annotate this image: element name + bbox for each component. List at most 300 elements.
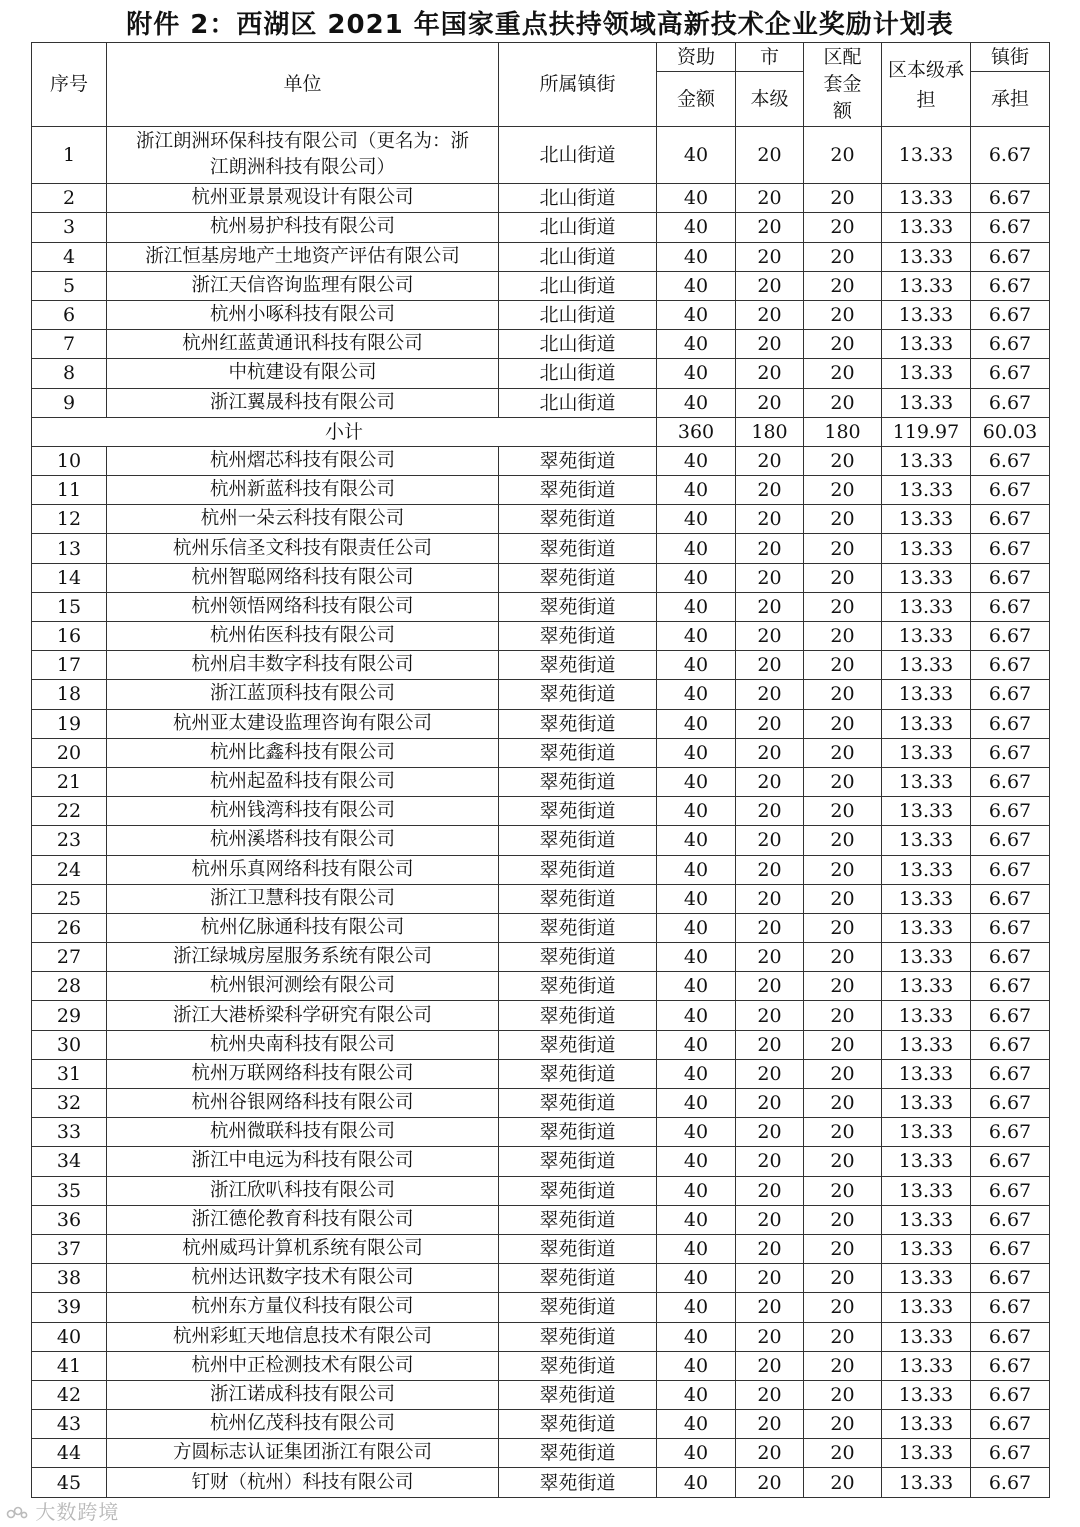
row-match: 20 [804,884,882,913]
table-row [32,1293,1050,1322]
row-district: 13.33 [882,972,971,1001]
row-town: 6.67 [971,184,1050,213]
table-row [32,680,1050,709]
row-match: 20 [804,1439,882,1468]
table-row [32,1001,1050,1030]
row-unit: 杭州一朵云科技有限公司 [107,505,499,534]
row-seq: 30 [32,1030,107,1059]
row-district: 13.33 [882,1030,971,1059]
row-match: 20 [804,359,882,388]
row-seq: 40 [32,1322,107,1351]
table-row [32,1147,1050,1176]
row-town: 6.67 [971,709,1050,738]
row-city: 20 [736,1147,804,1176]
table-row [32,213,1050,242]
row-seq: 38 [32,1264,107,1293]
row-town: 6.67 [971,622,1050,651]
row-city: 20 [736,709,804,738]
row-city: 20 [736,563,804,592]
row-match: 20 [804,476,882,505]
row-grant: 40 [657,913,736,942]
row-unit: 浙江卫慧科技有限公司 [107,884,499,913]
row-match: 20 [804,330,882,359]
row-grant: 40 [657,127,736,184]
row-district: 13.33 [882,1234,971,1263]
row-town: 6.67 [971,767,1050,796]
row-district: 13.33 [882,1410,971,1439]
row-street: 翠苑街道 [499,826,657,855]
row-city: 20 [736,1030,804,1059]
row-grant: 40 [657,242,736,271]
row-town: 6.67 [971,943,1050,972]
row-unit: 杭州央南科技有限公司 [107,1030,499,1059]
row-match: 20 [804,1410,882,1439]
row-seq: 2 [32,184,107,213]
row-seq: 23 [32,826,107,855]
row-street: 翠苑街道 [499,1468,657,1497]
row-seq: 13 [32,534,107,563]
row-seq: 34 [32,1147,107,1176]
row-unit: 杭州智聪网络科技有限公司 [107,563,499,592]
table-row [32,184,1050,213]
row-town: 6.67 [971,1176,1050,1205]
row-match: 20 [804,1118,882,1147]
row-town: 6.67 [971,1030,1050,1059]
row-match: 20 [804,826,882,855]
row-city: 20 [736,330,804,359]
row-unit: 杭州乐信圣文科技有限责任公司 [107,534,499,563]
row-grant: 40 [657,505,736,534]
row-town: 6.67 [971,1410,1050,1439]
row-seq: 12 [32,505,107,534]
watermark-text: 大数跨境 [35,1500,120,1524]
row-city: 20 [736,1351,804,1380]
row-town: 6.67 [971,1264,1050,1293]
row-town: 6.67 [971,1351,1050,1380]
table-row [32,1322,1050,1351]
row-district: 13.33 [882,127,971,184]
table-row [32,943,1050,972]
row-match: 20 [804,534,882,563]
row-unit: 杭州威玛计算机系统有限公司 [107,1234,499,1263]
row-street: 翠苑街道 [499,1293,657,1322]
table-row [32,826,1050,855]
row-street: 翠苑街道 [499,1030,657,1059]
row-street: 翠苑街道 [499,1410,657,1439]
row-unit: 杭州达讯数字技术有限公司 [107,1264,499,1293]
row-district: 13.33 [882,943,971,972]
watermark [6,1496,119,1525]
table-row [32,1468,1050,1497]
row-grant: 40 [657,534,736,563]
row-seq: 21 [32,767,107,796]
row-street: 翠苑街道 [499,709,657,738]
row-match: 20 [804,651,882,680]
row-city: 20 [736,884,804,913]
row-district: 13.33 [882,592,971,621]
row-town: 6.67 [971,680,1050,709]
row-grant: 40 [657,767,736,796]
table-row [32,651,1050,680]
row-street: 北山街道 [499,184,657,213]
table-body-beishan [32,127,1050,418]
table-row [32,1030,1050,1059]
row-grant: 40 [657,943,736,972]
table-row [32,271,1050,300]
row-district: 13.33 [882,1001,971,1030]
row-seq: 26 [32,913,107,942]
row-street: 翠苑街道 [499,446,657,475]
row-match: 20 [804,1147,882,1176]
row-district: 13.33 [882,388,971,417]
row-seq: 7 [32,330,107,359]
row-street: 北山街道 [499,213,657,242]
table-row [32,505,1050,534]
row-seq: 1 [32,127,107,184]
table-row [32,738,1050,767]
row-town: 6.67 [971,446,1050,475]
row-city: 20 [736,184,804,213]
row-seq: 20 [32,738,107,767]
row-match: 20 [804,855,882,884]
table-row [32,1380,1050,1409]
row-street: 翠苑街道 [499,1351,657,1380]
row-district: 13.33 [882,1059,971,1088]
row-seq: 10 [32,446,107,475]
row-city: 20 [736,1001,804,1030]
row-grant: 40 [657,972,736,1001]
row-unit: 杭州领悟网络科技有限公司 [107,592,499,621]
row-town: 6.67 [971,1001,1050,1030]
subtotal-match: 180 [804,417,882,446]
row-town: 6.67 [971,592,1050,621]
row-unit: 杭州微联科技有限公司 [107,1118,499,1147]
row-grant: 40 [657,330,736,359]
row-unit: 杭州亚景景观设计有限公司 [107,184,499,213]
row-unit: 浙江大港桥梁科学研究有限公司 [107,1001,499,1030]
row-city: 20 [736,300,804,329]
row-match: 20 [804,1030,882,1059]
row-unit: 杭州彩虹天地信息技术有限公司 [107,1322,499,1351]
header-district-own-text: 区本级承担 [887,58,964,111]
row-unit: 浙江中电远为科技有限公司 [107,1147,499,1176]
row-district: 13.33 [882,1147,971,1176]
row-unit: 中杭建设有限公司 [107,359,499,388]
row-city: 20 [736,1322,804,1351]
row-district: 13.33 [882,1089,971,1118]
table-row [32,300,1050,329]
row-match: 20 [804,1001,882,1030]
row-town: 6.67 [971,855,1050,884]
header-street: 所属镇街 [499,43,657,127]
row-unit: 浙江绿城房屋服务系统有限公司 [107,943,499,972]
row-town: 6.67 [971,271,1050,300]
row-seq: 18 [32,680,107,709]
row-city: 20 [736,359,804,388]
header-town-bottom: 承担 [971,72,1050,127]
row-district: 13.33 [882,1176,971,1205]
row-city: 20 [736,592,804,621]
row-city: 20 [736,1293,804,1322]
row-unit: 杭州红蓝黄通讯科技有限公司 [107,330,499,359]
row-street: 翠苑街道 [499,913,657,942]
row-city: 20 [736,913,804,942]
row-match: 20 [804,446,882,475]
row-seq: 17 [32,651,107,680]
row-district: 13.33 [882,534,971,563]
row-district: 13.33 [882,651,971,680]
header-seq: 序号 [32,43,107,127]
row-district: 13.33 [882,213,971,242]
table-row [32,1264,1050,1293]
row-street: 翠苑街道 [499,534,657,563]
row-street: 翠苑街道 [499,476,657,505]
header-grant-bottom: 金额 [657,72,736,127]
table-row [32,1234,1050,1263]
row-district: 13.33 [882,1439,971,1468]
subtotal-label: 小计 [32,417,657,446]
row-seq: 45 [32,1468,107,1497]
table-row [32,534,1050,563]
row-grant: 40 [657,1380,736,1409]
row-unit: 杭州启丰数字科技有限公司 [107,651,499,680]
row-grant: 40 [657,213,736,242]
row-match: 20 [804,388,882,417]
row-grant: 40 [657,1089,736,1118]
row-match: 20 [804,1264,882,1293]
row-town: 6.67 [971,913,1050,942]
row-town: 6.67 [971,826,1050,855]
row-district: 13.33 [882,359,971,388]
row-match: 20 [804,184,882,213]
row-town: 6.67 [971,1118,1050,1147]
table-row [32,242,1050,271]
row-district: 13.33 [882,1380,971,1409]
row-district: 13.33 [882,767,971,796]
row-seq: 42 [32,1380,107,1409]
row-match: 20 [804,1380,882,1409]
row-district: 13.33 [882,271,971,300]
row-seq: 8 [32,359,107,388]
table-row [32,884,1050,913]
row-seq: 28 [32,972,107,1001]
row-town: 6.67 [971,797,1050,826]
row-street: 翠苑街道 [499,592,657,621]
header-district-match [804,43,882,127]
row-street: 翠苑街道 [499,1234,657,1263]
row-city: 20 [736,680,804,709]
row-district: 13.33 [882,1264,971,1293]
row-city: 20 [736,446,804,475]
row-city: 20 [736,242,804,271]
row-seq: 9 [32,388,107,417]
row-town: 6.67 [971,1380,1050,1409]
row-city: 20 [736,1118,804,1147]
row-town: 6.67 [971,884,1050,913]
row-unit: 浙江恒基房地产土地资产评估有限公司 [107,242,499,271]
row-street: 北山街道 [499,271,657,300]
row-street: 翠苑街道 [499,767,657,796]
row-grant: 40 [657,184,736,213]
row-seq: 19 [32,709,107,738]
row-seq: 43 [32,1410,107,1439]
header-city-top: 市 [736,43,804,72]
row-district: 13.33 [882,242,971,271]
row-unit: 杭州东方量仪科技有限公司 [107,1293,499,1322]
row-unit: 杭州乐真网络科技有限公司 [107,855,499,884]
row-match: 20 [804,300,882,329]
row-seq: 24 [32,855,107,884]
row-town: 6.67 [971,534,1050,563]
row-district: 13.33 [882,300,971,329]
row-seq: 27 [32,943,107,972]
row-street: 北山街道 [499,330,657,359]
row-city: 20 [736,127,804,184]
row-match: 20 [804,1322,882,1351]
row-match: 20 [804,213,882,242]
row-city: 20 [736,213,804,242]
row-city: 20 [736,476,804,505]
row-seq: 31 [32,1059,107,1088]
row-street: 翠苑街道 [499,1059,657,1088]
row-city: 20 [736,651,804,680]
row-street: 翠苑街道 [499,943,657,972]
row-city: 20 [736,1089,804,1118]
row-grant: 40 [657,1176,736,1205]
subtotal-section [32,417,1050,446]
table-row [32,1118,1050,1147]
row-grant: 40 [657,1439,736,1468]
row-district: 13.33 [882,1205,971,1234]
header-city-bottom: 本级 [736,72,804,127]
row-match: 20 [804,592,882,621]
row-street: 北山街道 [499,388,657,417]
row-match: 20 [804,1293,882,1322]
header-district-match-text: 区配套金额 [823,46,862,123]
subtotal-row [32,417,1050,446]
row-unit: 浙江朗洲环保科技有限公司（更名为：浙江朗洲科技有限公司） [107,127,499,184]
row-town: 6.67 [971,1059,1050,1088]
header-unit: 单位 [107,43,499,127]
row-seq: 44 [32,1439,107,1468]
row-unit: 浙江蓝顶科技有限公司 [107,680,499,709]
table-row [32,622,1050,651]
row-district: 13.33 [882,330,971,359]
table-row [32,1351,1050,1380]
row-grant: 40 [657,1322,736,1351]
row-grant: 40 [657,651,736,680]
row-match: 20 [804,1205,882,1234]
row-seq: 3 [32,213,107,242]
row-grant: 40 [657,884,736,913]
row-seq: 25 [32,884,107,913]
row-seq: 39 [32,1293,107,1322]
row-town: 6.67 [971,1293,1050,1322]
row-city: 20 [736,1380,804,1409]
row-grant: 40 [657,738,736,767]
row-grant: 40 [657,1410,736,1439]
row-street: 翠苑街道 [499,738,657,767]
row-unit: 浙江德伦教育科技有限公司 [107,1205,499,1234]
row-unit: 杭州谷银网络科技有限公司 [107,1089,499,1118]
row-city: 20 [736,1410,804,1439]
row-seq: 36 [32,1205,107,1234]
table-row [32,855,1050,884]
row-district: 13.33 [882,476,971,505]
row-match: 20 [804,622,882,651]
row-street: 翠苑街道 [499,1001,657,1030]
row-street: 北山街道 [499,242,657,271]
row-unit: 钉财（杭州）科技有限公司 [107,1468,499,1497]
row-unit: 杭州亚太建设监理咨询有限公司 [107,709,499,738]
row-street: 翠苑街道 [499,505,657,534]
row-street: 翠苑街道 [499,797,657,826]
row-grant: 40 [657,1059,736,1088]
row-unit: 杭州溪塔科技有限公司 [107,826,499,855]
row-street: 翠苑街道 [499,651,657,680]
row-city: 20 [736,271,804,300]
row-street: 翠苑街道 [499,1205,657,1234]
row-district: 13.33 [882,1293,971,1322]
row-town: 6.67 [971,1205,1050,1234]
row-seq: 37 [32,1234,107,1263]
award-plan-table [31,42,1050,1498]
row-street: 翠苑街道 [499,680,657,709]
row-match: 20 [804,972,882,1001]
row-city: 20 [736,534,804,563]
row-unit: 杭州万联网络科技有限公司 [107,1059,499,1088]
row-unit: 杭州钱湾科技有限公司 [107,797,499,826]
row-street: 翠苑街道 [499,563,657,592]
row-town: 6.67 [971,1468,1050,1497]
row-city: 20 [736,826,804,855]
row-district: 13.33 [882,738,971,767]
row-city: 20 [736,855,804,884]
row-town: 6.67 [971,1089,1050,1118]
row-grant: 40 [657,563,736,592]
row-district: 13.33 [882,1322,971,1351]
row-street: 北山街道 [499,359,657,388]
row-match: 20 [804,271,882,300]
row-town: 6.67 [971,563,1050,592]
row-match: 20 [804,1351,882,1380]
row-grant: 40 [657,592,736,621]
row-grant: 40 [657,622,736,651]
row-unit: 浙江天信咨询监理有限公司 [107,271,499,300]
row-match: 20 [804,505,882,534]
row-grant: 40 [657,1147,736,1176]
table-row [32,1410,1050,1439]
row-city: 20 [736,1205,804,1234]
row-town: 6.67 [971,972,1050,1001]
row-unit: 浙江翼晟科技有限公司 [107,388,499,417]
row-town: 6.67 [971,1234,1050,1263]
row-grant: 40 [657,476,736,505]
row-match: 20 [804,1176,882,1205]
table-body-cuiyuan [32,446,1050,1497]
table-row [32,913,1050,942]
row-unit: 杭州起盈科技有限公司 [107,767,499,796]
row-match: 20 [804,1059,882,1088]
table-row [32,1059,1050,1088]
row-street: 翠苑街道 [499,1118,657,1147]
row-grant: 40 [657,826,736,855]
row-unit: 杭州小啄科技有限公司 [107,300,499,329]
row-town: 6.67 [971,651,1050,680]
row-town: 6.67 [971,738,1050,767]
document-title: 附件 2：西湖区 2021 年国家重点扶持领域高新技术企业奖励计划表 [126,10,954,40]
row-seq: 5 [32,271,107,300]
